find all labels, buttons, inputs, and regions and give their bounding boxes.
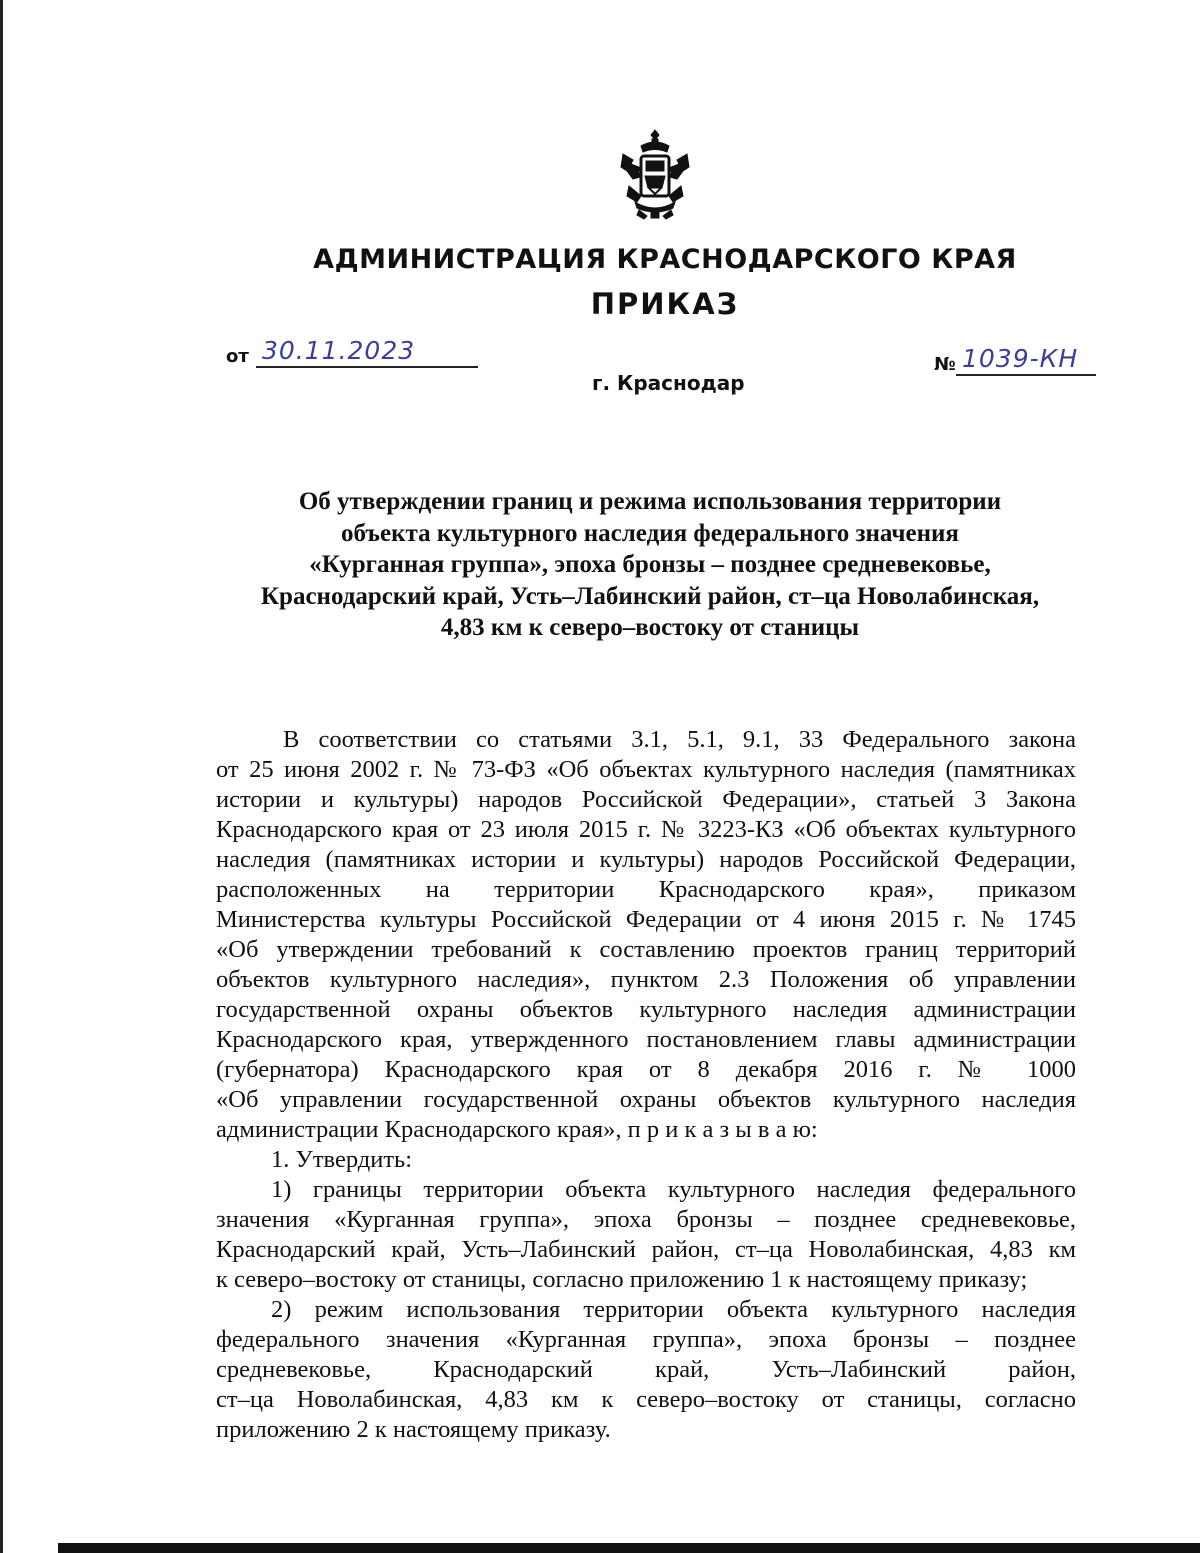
heading-line: Краснодарский край, Усть–Лабинский район, ст–ца Новолабинская, (260, 582, 1040, 610)
heading-line: объекта культурного наследия федерального значения (341, 519, 959, 547)
body-line: (губернатора) Краснодарского края от 8 декабря 2016 г. № 1000 (216, 1056, 1076, 1083)
body-line: средневековье, Краснодарский край, Усть–Лабинский район, (216, 1356, 1076, 1383)
document-body (216, 725, 1076, 1445)
body-line: наследия (памятниках истории и культуры) народов Российской Федерации, (216, 846, 1076, 873)
body-line: федерального значения «Курганная группа», эпоха бронзы – позднее (216, 1326, 1076, 1353)
body-line: «Об управлении государственной охраны объектов культурного наследия (216, 1086, 1076, 1113)
body-line: значения «Курганная группа», эпоха бронзы – позднее средневековье, (216, 1206, 1076, 1233)
date-label: от (226, 346, 249, 367)
body-line: расположенных на территории Краснодарского края», приказом (216, 876, 1076, 903)
body-line: объектов культурного наследия», пунктом 2.3 Положения об управлении (216, 966, 1076, 993)
organization-title: АДМИНИСТРАЦИЯ КРАСНОДАРСКОГО КРАЯ (313, 244, 1017, 275)
body-line: государственной охраны объектов культурного наследия администрации (216, 996, 1076, 1023)
body-line: В соответствии со статьями 3.1, 5.1, 9.1, 33 Федерального закона (283, 726, 1076, 753)
body-line: 1) границы территории объекта культурного наследия федерального (271, 1176, 1076, 1203)
city-label: г. Краснодар (592, 371, 745, 395)
krasnodar-coat-of-arms-icon (619, 128, 691, 220)
heading-line: «Курганная группа», эпоха бронзы – позднее средневековье, (309, 551, 991, 578)
number-label: № (934, 354, 956, 375)
body-line: администрации Краснодарского края», п р и к а з ы в а ю: (216, 1116, 818, 1143)
scan-left-edge (0, 0, 3, 1553)
date-underline (256, 366, 478, 368)
scan-bottom-edge (58, 1543, 1200, 1553)
body-line: Краснодарского края, утвержденного постановлением главы администрации (216, 1026, 1076, 1053)
document-type: ПРИКАЗ (590, 287, 740, 321)
handwritten-date: 30.11.2023 (262, 336, 416, 365)
heading-line: 4,83 км к северо–востоку от станицы (440, 614, 860, 641)
handwritten-number: 1039-КН (962, 344, 1079, 373)
body-line: истории и культуры) народов Российской Федерации», статьей 3 Закона (216, 786, 1076, 813)
body-line: приложению 2 к настоящему приказу. (216, 1416, 611, 1443)
body-line: Краснодарского края от 23 июля 2015 г. № 3223-КЗ «Об объектах культурного (216, 816, 1076, 843)
body-line: «Об утверждении требований к составлению проектов границ территорий (216, 936, 1076, 963)
heading-line: Об утверждении границ и режима использования территории (298, 488, 1002, 515)
number-underline (956, 374, 1096, 376)
body-line: 1. Утвердить: (271, 1146, 413, 1173)
body-line: Краснодарский край, Усть–Лабинский район, ст–ца Новолабинская, 4,83 км (216, 1236, 1076, 1263)
body-line: ст–ца Новолабинская, 4,83 км к северо–востоку от станицы, согласно (216, 1386, 1076, 1413)
body-line: к северо–востоку от станицы, согласно приложению 1 к настоящему приказу; (216, 1266, 1028, 1293)
body-line: Министерства культуры Российской Федерации от 4 июня 2015 г. № 1745 (216, 906, 1076, 933)
body-line: от 25 июня 2002 г. № 73-ФЗ «Об объектах культурного наследия (памятниках (216, 756, 1076, 783)
document-heading (150, 486, 1150, 644)
body-line: 2) режим использования территории объекта культурного наследия (271, 1296, 1076, 1323)
